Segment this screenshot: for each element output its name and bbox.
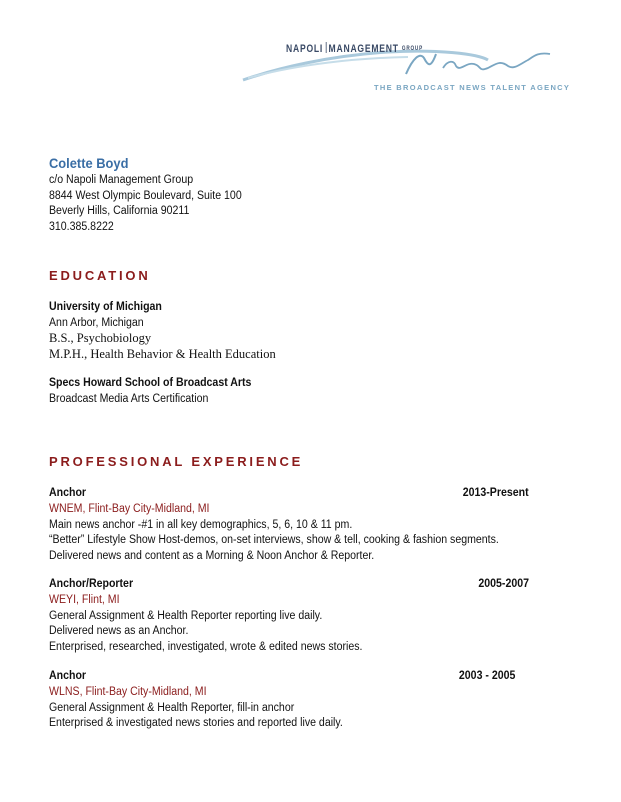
contact-line: 8844 West Olympic Boulevard, Suite 100 xyxy=(49,189,242,202)
job-station: WNEM, Flint-Bay City-Midland, MI xyxy=(49,503,210,515)
contact-phone: 310.385.8222 xyxy=(49,220,114,233)
job-title: Anchor/Reporter xyxy=(49,578,134,590)
job-detail: Delivered news and content as a Morning & Noon Anchor & Reporter. xyxy=(49,549,375,562)
logo-word-management: MANAGEMENT xyxy=(328,43,399,55)
school-name: University of Michigan xyxy=(49,301,162,313)
degree: M.P.H., Health Behavior & Health Education xyxy=(49,346,276,361)
contact-line: Beverly Hills, California 90211 xyxy=(49,205,190,217)
logo-wordmark xyxy=(286,42,423,55)
education-entry xyxy=(49,376,529,407)
job-dates: 2013-Present xyxy=(463,487,529,499)
job-title: Anchor xyxy=(49,670,87,682)
agency-logo xyxy=(238,38,571,98)
job-entry xyxy=(49,487,529,564)
job-detail: Enterprised & investigated news stories and reported live daily. xyxy=(49,717,343,729)
logo-word-group: GROUP xyxy=(401,46,423,52)
job-detail: Main news anchor -#1 in all key demographics, 5, 6, 10 & 11 pm. xyxy=(49,518,353,531)
school-name: Specs Howard School of Broadcast Arts xyxy=(49,377,252,389)
job-entry xyxy=(49,670,529,732)
job-detail: Delivered news as an Anchor. xyxy=(49,625,189,637)
job-detail: “Better” Lifestyle Show Host-demos, on-set interviews, show & tell, cooking & fashion segments. xyxy=(49,534,499,546)
experience-heading: PROFESSIONAL EXPERIENCE xyxy=(49,454,304,469)
degree: B.S., Psychobiology xyxy=(49,331,152,345)
logo-word-napoli: NAPOLI xyxy=(286,43,324,55)
job-detail: General Assignment & Health Reporter reporting live daily. xyxy=(49,609,323,622)
job-station: WEYI, Flint, MI xyxy=(49,594,120,606)
contact-line: c/o Napoli Management Group xyxy=(49,174,194,186)
candidate-name: Colette Boyd xyxy=(49,155,129,171)
education-heading: EDUCATION xyxy=(49,268,151,283)
school-location: Ann Arbor, Michigan xyxy=(49,316,144,329)
contact-block xyxy=(49,155,258,235)
job-station: WLNS, Flint-Bay City-Midland, MI xyxy=(49,686,207,698)
job-dates: 2005-2007 xyxy=(478,578,529,590)
job-title: Anchor xyxy=(49,487,87,499)
job-entry xyxy=(49,578,529,655)
job-detail: General Assignment & Health Reporter, fill-in anchor xyxy=(49,701,295,714)
education-entry xyxy=(49,300,529,362)
job-dates: 2003 - 2005 xyxy=(458,670,515,682)
logo-tagline: THE BROADCAST NEWS TALENT AGENCY xyxy=(374,83,571,92)
job-detail: Enterprised, researched, investigated, wrote & edited news stories. xyxy=(49,640,363,653)
certification: Broadcast Media Arts Certification xyxy=(49,392,209,405)
